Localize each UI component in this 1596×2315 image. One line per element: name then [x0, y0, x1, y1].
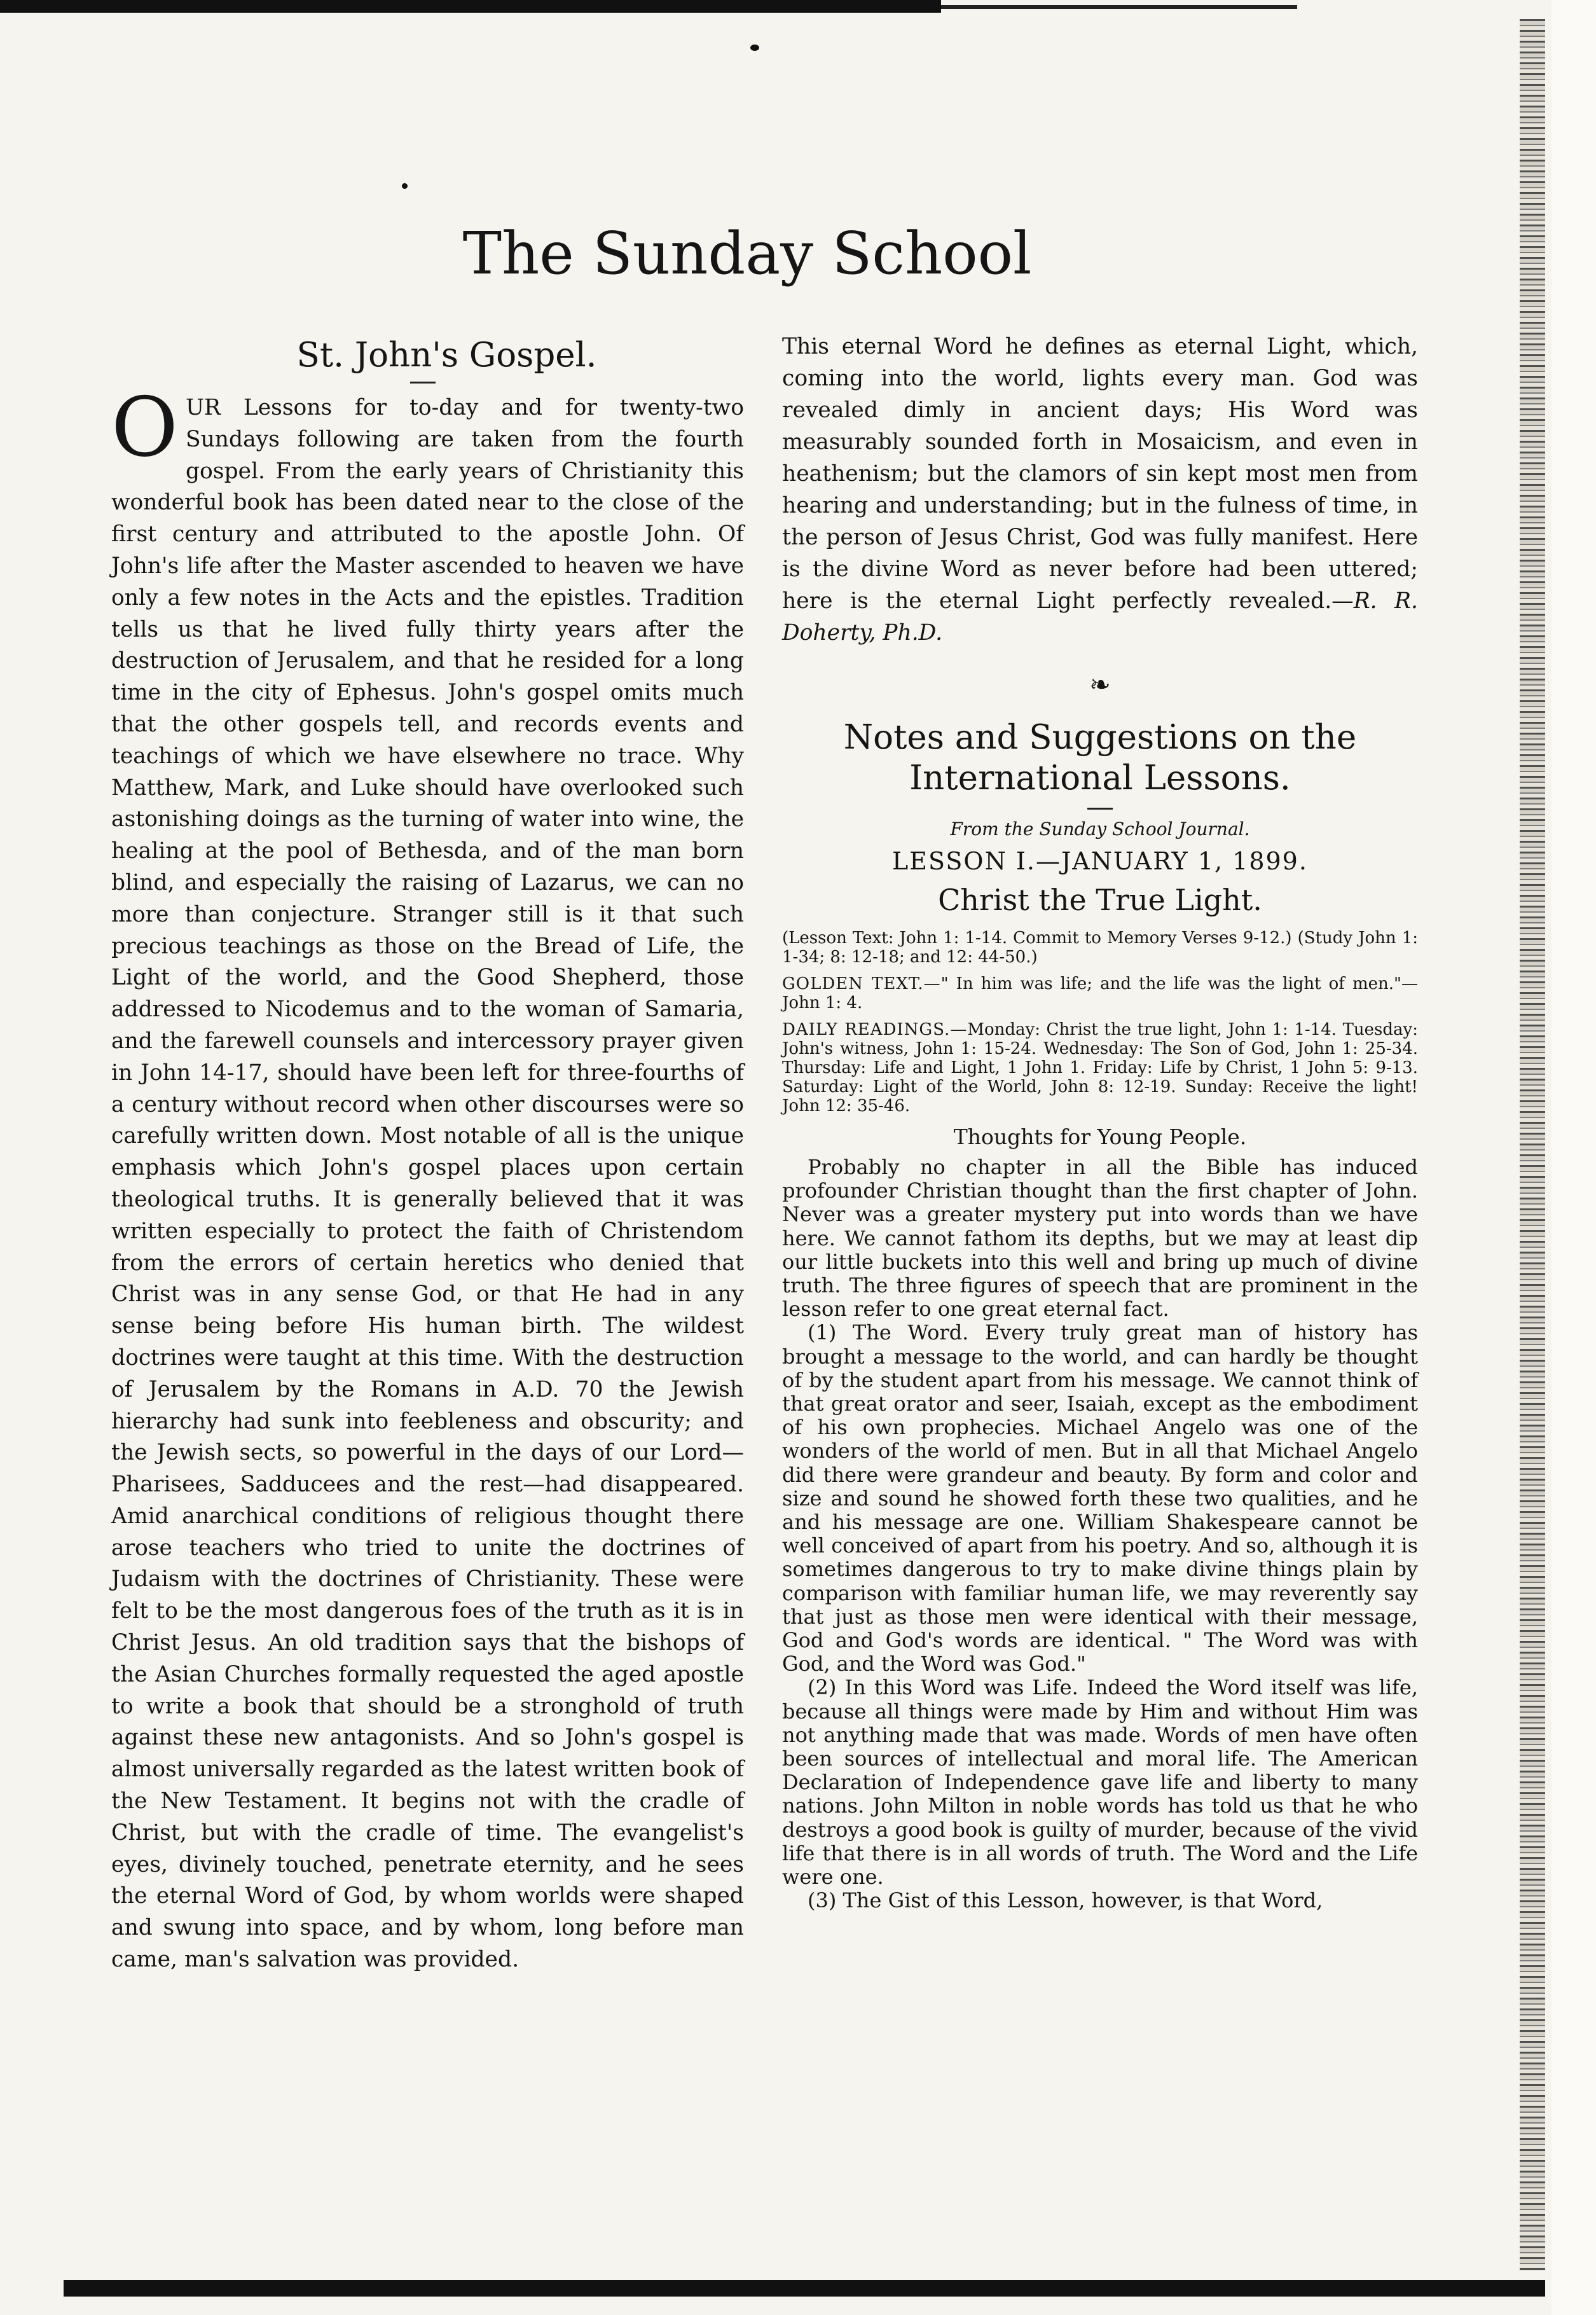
lesson-body — [782, 1156, 1418, 1913]
drop-cap: O — [111, 380, 178, 475]
top-border-rule — [0, 0, 941, 13]
left-column — [111, 331, 744, 1976]
article-paragraph — [111, 380, 744, 1976]
right-column — [782, 331, 1418, 1913]
lesson-number: LESSON I.—JANUARY 1, 1899. — [892, 847, 1308, 875]
daily-readings: DAILY READINGS.—Monday: Christ the true light, John 1: 1-14. Tuesday: John's witness, John 1: 15-24. Wednesday: The Son of God, John 1: 25-34. Thursday: Life and Light, 1 John 1. Friday: Life by Christ, 1 John 5: 9-13. Saturday: Light of the World, John 8: 12-19. Sunday: Receive the light! John 12: 35-46. — [782, 1020, 1418, 1116]
lesson-title: Christ the True Light. — [938, 883, 1262, 917]
author-signature: R. R. Doherty, Ph.D. — [782, 588, 1418, 646]
page-edge-strip — [1520, 19, 1545, 2270]
sub-heading: Thoughts for Young People. — [953, 1124, 1247, 1149]
bottom-border-rule — [64, 2280, 1545, 2297]
source-line: From the Sunday School Journal. — [950, 819, 1250, 840]
section-heading: Notes and Suggestions on the International Lessons. — [843, 718, 1357, 798]
ink-speck — [750, 45, 759, 51]
lesson-text: (Lesson Text: John 1: 1-14. Commit to Memory Verses 9-12.) (Study John 1: 1-34; 8: 12-18; and 12: 44-50.) — [782, 929, 1418, 967]
golden-text: GOLDEN TEXT.—" In him was life; and the life was the light of men."—John 1: 4. — [782, 974, 1418, 1012]
article-heading: St. John's Gospel. — [296, 336, 597, 375]
margin-edge — [1551, 0, 1596, 2315]
heading-dash — [410, 382, 436, 384]
paragraph-text: UR Lessons for to-day and for twenty-two Sundays following are taken from the fourth gospel. From the early years of Christianity this wonderful book has been dated near to the close of the first century and attributed to the apostle John. Of John's life after the Master ascended to heaven we have only a few notes in the Acts and the epistles. Tradition tells us that he lived fully thirty years after the destruction of Jerusalem, and that he resided for a long time in the city of Ephesus. John's gospel omits much that the other gospels tell, and records events and teachings of which we have elsewhere no trace. Why Matthew, Mark, and Luke should have overlooked such astonishing doings as the turning of water into wine, the healing at the pool of Bethesda, and of the man born blind, and especially the raising of Lazarus, we can no more than conjecture. Stranger still is it that such precious teachings as those on the Bread of Life, the Light of the world, and the Good Shepherd, those addressed to Nicodemus and to the woman of Samaria, and the farewell counsels and intercessory prayer given in John 14-17, should have been left for three-fourths of a century without record when other discourses were so carefully written down. Most notable of all is the unique emphasis which John's gospel places upon certain theological truths. It is generally believed that it was written especially to protect the faith of Christendom from the errors of certain heretics who denied that Christ was in any sense God, or that He had in any sense being before His human birth. The wildest doctrines were taught at this time. With the destruction of Jerusalem by the Romans in A.D. 70 the Jewish hierarchy had sunk into feebleness and obscurity; and the Jewish sects, so powerful in the days of our Lord—Pharisees, Sadducees and the rest—had disappeared. Amid anarchical conditions of religious thought there arose teachers who tried to unite the doctrines of Judaism with the doctrines of Christianity. These were felt to be the most dangerous foes of the truth as it is in Christ Jesus. An old tradition says that the bishops of the Asian Churches formally requested the aged apostle to write a book that should be a stronghold of truth against these new antagonists. And so John's gospel is almost universally regarded as the latest written book of the New Testament. It begins not with the cradle of Christ, but with the cradle of time. The evangelist's eyes, divinely touched, penetrate eternity, and he sees the eternal Word of God, by whom worlds were shaped and swung into space, and by whom, long before man came, man's salvation was provided. — [111, 395, 744, 1973]
lesson-paragraph: (1) The Word. Every truly great man of history has brought a message to the world, and can hardly be thought of by the student apart from his message. We cannot think of that great orator and seer, Isaiah, except as the embodiment of his own prophecies. Michael Angelo was one of the wonders of the world of men. But in all that Michael Angelo did there were grandeur and beauty. By form and color and size and sound he showed forth these two qualities, and he and his message are one. William Shakespeare cannot be well conceived of apart from his poetry. And so, although it is sometimes dangerous to try to make divine things plain by comparison with familiar human life, we may reverently say that just as those men were identical with their message, God and God's words are identical. " The Word was with God, and the Word was God." — [782, 1320, 1418, 1676]
heading-dash — [1087, 808, 1113, 810]
article-body — [111, 380, 744, 1976]
article-continuation — [782, 331, 1418, 649]
ink-speck — [402, 183, 408, 189]
masthead-title: The Sunday School — [462, 219, 1032, 287]
lesson-paragraph: (2) In this Word was Life. Indeed the Word itself was life, because all things were made by Him and without Him was not anything made that was made. Words of men have often been sources of intellectual and moral life. The American Declaration of Independence gave life and liberty to many nations. John Milton in noble words has told us that he who destroys a good book is guilty of murder, because of the vivid life that there is in all words of truth. The Word and the Life were one. — [782, 1675, 1418, 1890]
lesson-paragraph: Probably no chapter in all the Bible has induced profounder Christian thought than the first chapter of John. Never was a greater mystery put into words than we have here. We cannot fathom its depths, but we may at least dip our little buckets into this well and bring up much of divine truth. The three figures of speech that are prominent in the lesson refer to one great eternal fact. — [782, 1155, 1418, 1322]
top-border-rule-thin — [941, 5, 1297, 9]
continuation-paragraph: This eternal Word he defines as eternal Light, which, coming into the world, lights every man. God was revealed dimly in ancient days; His Word was measurably sounded forth in Mosaicism, and even in heathenism; but the clamors of sin kept most men from hearing and understanding; but in the fulness of time, in the person of Jesus Christ, God was fully manifest. Here is the divine Word as never before had been uttered; here is the eternal Light perfectly revealed.—R. R. Doherty, Ph.D. — [782, 334, 1418, 646]
lesson-paragraph: (3) The Gist of this Lesson, however, is that Word, — [808, 1888, 1323, 1913]
lesson-references — [782, 929, 1418, 1116]
section-ornament: ❧ — [1089, 670, 1111, 700]
